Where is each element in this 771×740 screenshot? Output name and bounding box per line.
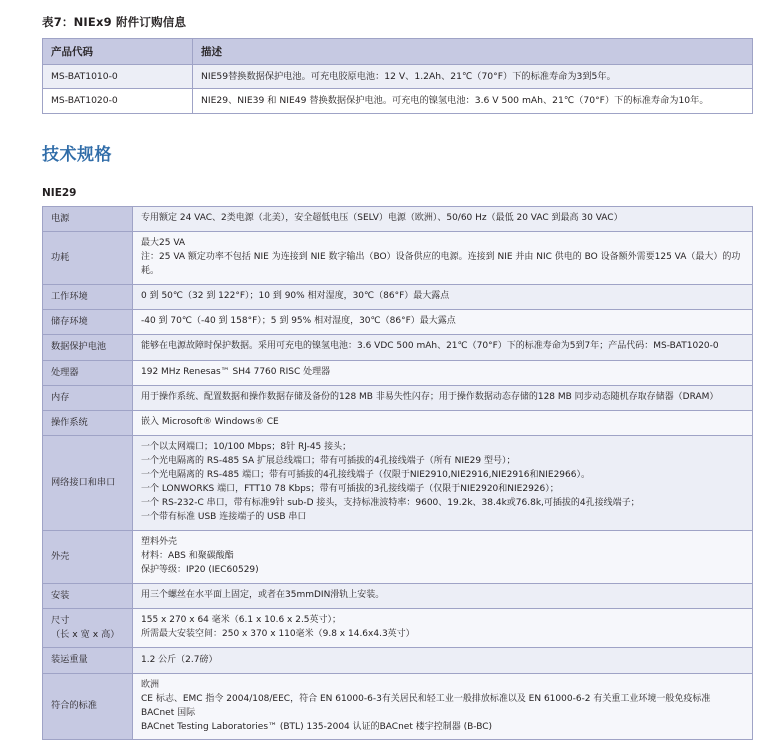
spec-label: 电源 xyxy=(43,206,133,231)
spec-value-line: 塑料外壳 xyxy=(141,536,178,547)
spec-value-line: 155 x 270 x 64 毫米（6.1 x 10.6 x 2.5英寸）； xyxy=(141,615,342,626)
spec-subtitle: NIE29 xyxy=(42,186,77,199)
spec-value-line: 注：25 VA 额定功率不包括 NIE 为连接到 NIE 数字输出（BO）设备供应的电源。连接到 NIE 并由 NIC 供电的 BO 设备额外需要125 VA（最大）的功耗。 xyxy=(141,251,741,276)
spec-row xyxy=(43,231,753,284)
spec-row xyxy=(43,335,753,360)
column-header-desc: 描述 xyxy=(193,39,753,65)
spec-value-line: -40 到 70℃（-40 到 158°F）；5 到 95% 相对湿度，30℃（86°F）最大露点 xyxy=(141,316,456,327)
spec-value-line: 0 到 50℃（32 到 122°F）；10 到 90% 相对湿度，30℃（86°F）最大露点 xyxy=(141,290,450,301)
spec-label: 安装 xyxy=(43,583,133,608)
spec-row xyxy=(43,310,753,335)
spec-row xyxy=(43,608,753,648)
spec-value-line: 一个光电隔离的 RS-485 端口；带有可插拔的4孔接线端子（仅限于NIE2910,NIE2916,NIE2916和NIE2966）。 xyxy=(141,470,590,481)
spec-value-line: 最大25 VA xyxy=(141,237,186,248)
cell-product-code: MS-BAT1020-0 xyxy=(43,89,193,113)
spec-label: 网络接口和串口 xyxy=(43,436,133,531)
spec-value xyxy=(133,231,753,284)
spec-value-line: 用三个螺丝在水平面上固定，或者在35mmDIN滑轨上安装。 xyxy=(141,589,385,600)
spec-label: 功耗 xyxy=(43,231,133,284)
spec-label xyxy=(43,608,133,648)
spec-value xyxy=(133,436,753,531)
spec-row xyxy=(43,206,753,231)
spec-row xyxy=(43,284,753,309)
spec-value-line: 一个带有标准 USB 连接端子的 USB 串口 xyxy=(141,511,307,522)
order-table-caption: 表7：NIEx9 附件订购信息 xyxy=(42,15,187,29)
spec-label: 内存 xyxy=(43,385,133,410)
spec-label: 装运重量 xyxy=(43,648,133,673)
spec-value-line: 嵌入 Microsoft® Windows® CE xyxy=(141,417,279,428)
specifications-table xyxy=(42,206,753,740)
spec-value xyxy=(133,335,753,360)
spec-label: 储存环境 xyxy=(43,310,133,335)
spec-value-line: 所需最大安装空间：250 x 370 x 110毫米（9.8 x 14.6x4.3英寸） xyxy=(141,629,415,640)
spec-row xyxy=(43,583,753,608)
spec-value-line: 1.2 公斤（2.7磅） xyxy=(141,654,218,665)
spec-value xyxy=(133,310,753,335)
accessory-order-table xyxy=(42,38,753,114)
cell-description: NIE29、NIE39 和 NIE49 替换数据保护电池。可充电的镍氢电池：3.6 V 500 mAh、21℃（70°F）下的标准寿命为10年。 xyxy=(193,89,753,113)
spec-value-line: 一个光电隔离的 RS-485 SA 扩展总线端口；带有可插拔的4孔接线端子（所有 NIE29 型号）； xyxy=(141,456,516,467)
spec-value xyxy=(133,608,753,648)
column-header-code: 产品代码 xyxy=(43,39,193,65)
spec-value-line: 用于操作系统、配置数据和操作数据存储及备份的128 MB 非易失性闪存；用于操作数据动态存储的128 MB 同步动态随机存取存储器（DRAM） xyxy=(141,391,719,402)
spec-value xyxy=(133,284,753,309)
spec-row xyxy=(43,411,753,436)
spec-value xyxy=(133,385,753,410)
spec-value xyxy=(133,530,753,583)
spec-label: 外壳 xyxy=(43,530,133,583)
order-table-body xyxy=(43,65,753,114)
spec-row xyxy=(43,648,753,673)
table-row xyxy=(43,89,753,113)
table-row xyxy=(43,65,753,89)
spec-value-line: 一个以太网端口；10/100 Mbps；8针 RJ-45 接头； xyxy=(141,442,352,453)
spec-value xyxy=(133,583,753,608)
table-header-row xyxy=(43,39,753,65)
spec-row xyxy=(43,436,753,531)
spec-value-line: 能够在电源故障时保护数据。采用可充电的镍氢电池：3.6 VDC 500 mAh、21℃（70°F）下的标准寿命为5到7年；产品代码：MS-BAT1020-0 xyxy=(141,341,719,352)
spec-value-line: 一个 RS-232-C 串口，带有标准9针 sub-D 接头，支持标准波特率：9600、19.2k、38.4k或76.8k,可插拔的4孔接线端子； xyxy=(141,498,640,508)
spec-label: 操作系统 xyxy=(43,411,133,436)
cell-description: NIE59替换数据保护电池。可充电胶原电池：12 V、1.2Ah、21℃（70°F）下的标准寿命为3到5年。 xyxy=(193,65,753,89)
spec-value-line: CE 标志、EMC 指令 2004/108/EEC，符合 EN 61000-6-3有关居民和轻工业一般排放标准以及 EN 61000-6-2 有关重工业环境一般免疫标准 xyxy=(141,693,711,704)
spec-value-line: BACnet 国际 xyxy=(141,707,196,718)
spec-label: 数据保护电池 xyxy=(43,335,133,360)
spec-value xyxy=(133,648,753,673)
spec-value-line: 192 MHz Renesas™ SH4 7760 RISC 处理器 xyxy=(141,366,331,377)
page-title: 技术规格 xyxy=(42,144,112,165)
spec-value xyxy=(133,360,753,385)
spec-value xyxy=(133,411,753,436)
spec-row xyxy=(43,530,753,583)
spec-label: 处理器 xyxy=(43,360,133,385)
spec-value xyxy=(133,673,753,740)
spec-value xyxy=(133,206,753,231)
spec-value-line: 一个 LONWORKS 端口，FTT10 78 Kbps；带有可插拔的3孔接线端子（仅限于NIE2920和NIE2926）； xyxy=(141,484,559,495)
spec-table-body xyxy=(43,206,753,740)
spec-row xyxy=(43,385,753,410)
spec-value-line: 专用额定 24 VAC、2类电源（北美），安全超低电压（SELV）电源（欧洲）、50/60 Hz（最低 20 VAC 到最高 30 VAC） xyxy=(141,212,623,223)
cell-product-code: MS-BAT1010-0 xyxy=(43,65,193,89)
spec-label-line: 尺寸 xyxy=(51,614,70,626)
spec-value-line: BACnet Testing Laboratories™ (BTL) 135-2004 认证的BACnet 楼宇控制器 (B-BC) xyxy=(141,721,493,732)
spec-value-line: 材料：ABS 和聚碳酸酯 xyxy=(141,550,234,561)
spec-label: 工作环境 xyxy=(43,284,133,309)
spec-value-line: 保护等级：IP20 (IEC60529) xyxy=(141,564,259,575)
spec-value-line: 欧洲 xyxy=(141,679,160,690)
spec-label-line: （长 x 宽 x 高） xyxy=(51,629,120,641)
spec-row xyxy=(43,360,753,385)
spec-row xyxy=(43,673,753,740)
spec-label: 符合的标准 xyxy=(43,673,133,740)
